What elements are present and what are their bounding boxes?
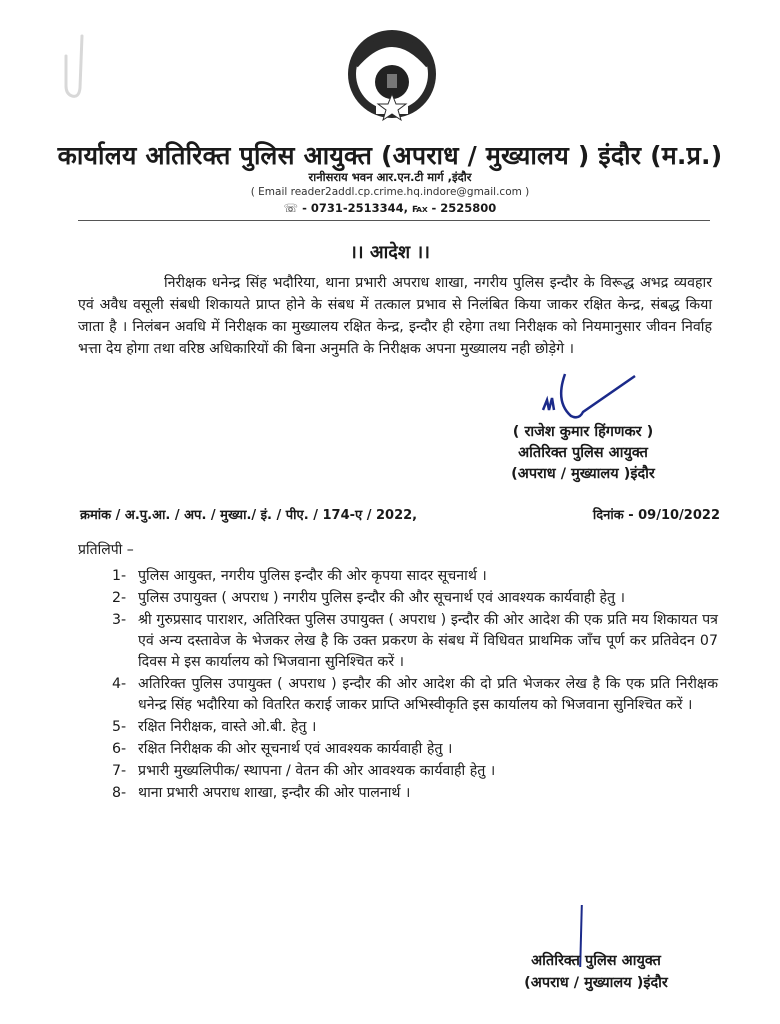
signatory-block-2 — [486, 950, 706, 994]
list-item — [112, 739, 718, 760]
office-phone: ☏ - 0731-2513344, ℻ - 2525800 — [283, 201, 497, 215]
reference-date: दिनांक - 09/10/2022 — [592, 508, 720, 523]
copy-to-label: प्रतिलिपी – — [78, 542, 134, 558]
list-item-text: रक्षित निरीक्षक, वास्ते ओ.बी. हेतु । — [138, 719, 317, 735]
office-title: कार्यालय अतिरिक्त पुलिस आयुक्त (अपराध / मुख्यालय ) इंदौर (म.प्र.) — [57, 141, 723, 170]
signatory-block-1 — [468, 422, 698, 485]
signatory-designation: अतिरिक्त पुलिस आयुक्त — [531, 953, 661, 969]
list-item-number: 4- — [112, 676, 127, 692]
signatory-office: (अपराध / मुख्यालय )इंदौर — [511, 466, 655, 482]
police-emblem-icon — [340, 24, 444, 122]
signatory-name: ( राजेश कुमार हिंगणकर ) — [512, 424, 654, 440]
list-item-text: थाना प्रभारी अपराध शाखा, इन्दौर की ओर पालनार्थ । — [138, 785, 411, 801]
list-item-number: 3- — [112, 612, 127, 628]
order-body: निरीक्षक धनेन्द्र सिंह भदौरिया, थाना प्रभारी अपराध शाखा, नगरीय पुलिस इन्दौर के विरूद्ध अभद्र व्यवहार एवं अवैध वसूली संबधी शिकायते प्राप्त होने के संबध में तत्काल प्रभाव से निलंबित किया जाकर रक्षित केन्द्र, संबद्ध किया जाता है । निलंबन अवधि में निरीक्षक का मुख्यालय रक्षित केन्द्र, इन्दौर ही रहेगा तथा निरीक्षक को नियमानुसार जीवन निर्वाह भत्ता देय होगा तथा वरिष्ठ अधिकारियों की बिना अनुमति के निरीक्षक अपना मुख्यालय नही छोड़ेगे । — [78, 275, 712, 357]
signatory-designation: अतिरिक्त पुलिस आयुक्त — [518, 445, 648, 461]
list-item-text: रक्षित निरीक्षक की ओर सूचनार्थ एवं आवश्यक कार्यवाही हेतु । — [138, 741, 453, 757]
list-item — [112, 588, 718, 609]
paper-clip-icon — [58, 32, 98, 102]
list-item-number: 1- — [112, 568, 127, 584]
list-item-text: पुलिस उपायुक्त ( अपराध ) नगरीय पुलिस इन्दौर की और सूचनार्थ एवं आवश्यक कार्यवाही हेतु । — [138, 590, 626, 606]
reference-number: क्रमांक / अ.पु.आ. / अप. / मुख्या./ इं. / पीए. / 174-ए / 2022, — [80, 508, 418, 523]
copy-to-list — [112, 566, 718, 805]
order-title: ।। आदेश ।। — [349, 242, 430, 263]
list-item-number: 5- — [112, 719, 127, 735]
list-item — [112, 783, 718, 804]
list-item-number: 6- — [112, 741, 127, 757]
office-email: ( Email reader2addl.cp.crime.hq.indore@gmail.com ) — [250, 186, 530, 198]
list-item-text: श्री गुरुप्रसाद पाराशर, अतिरिक्त पुलिस उपायुक्त ( अपराध ) इन्दौर की ओर आदेश की एक प्रति मय शिकायत पत्र एवं अन्य दस्तावेज के भेजकर लेख है कि उक्त प्रकरण के संबध में विधिवत प्राथमिक जाँच पूर्ण कर प्रतिवेदन 07 दिवस मे इस कार्यालय को भिजवाना सुनिश्चित करें । — [138, 612, 718, 670]
list-item — [112, 674, 718, 716]
list-item-number: 7- — [112, 763, 127, 779]
list-item — [112, 610, 718, 673]
list-item-text: पुलिस आयुक्त, नगरीय पुलिस इन्दौर की ओर कृपया सादर सूचनार्थ । — [138, 568, 487, 584]
signatory-office: (अपराध / मुख्यालय )इंदौर — [524, 975, 668, 991]
signature-icon — [535, 372, 645, 424]
list-item-number: 8- — [112, 785, 127, 801]
header-divider — [78, 220, 710, 221]
reference-line — [80, 505, 720, 523]
list-item — [112, 761, 718, 782]
office-address: रानीसराय भवन आर.एन.टी मार्ग ,इंदौर — [308, 170, 472, 184]
list-item — [112, 566, 718, 587]
list-item-number: 2- — [112, 590, 127, 606]
list-item — [112, 717, 718, 738]
list-item-text: अतिरिक्त पुलिस उपायुक्त ( अपराध ) इन्दौर की ओर आदेश की दो प्रति भेजकर लेख है कि एक प्रति निरीक्षक धनेन्द्र सिंह भदौरिया को वितरित कराई जाकर प्राप्ति अभिस्वीकृति इस कार्यालय को भिजवाना सुनिश्चित करें । — [138, 676, 718, 713]
list-item-text: प्रभारी मुख्यलिपीक/ स्थापना / वेतन की ओर आवश्यक कार्यवाही हेतु । — [138, 763, 496, 779]
